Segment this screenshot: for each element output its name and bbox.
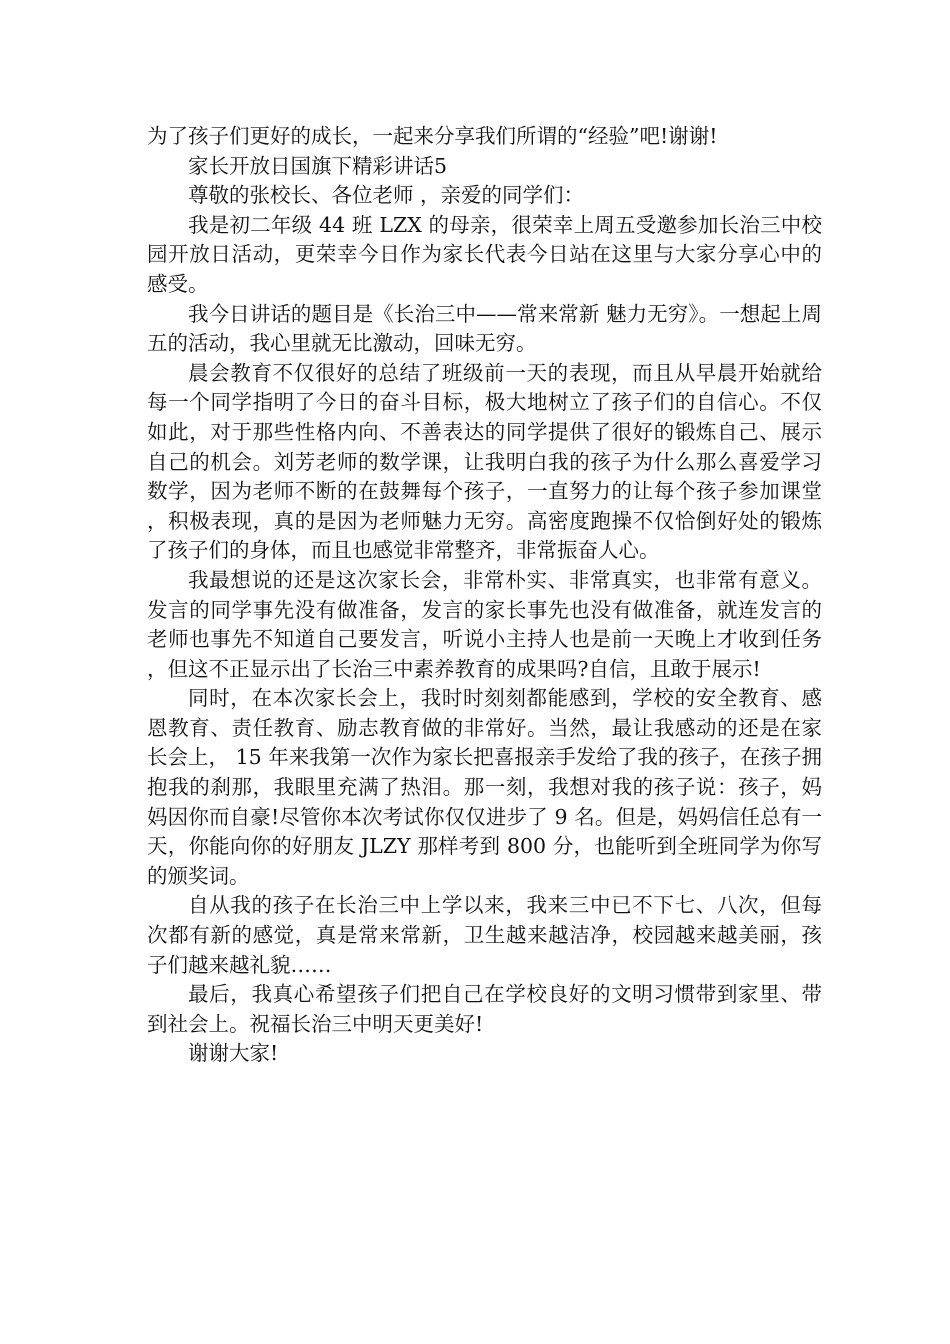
- paragraph-thanks: 谢谢大家!: [188, 1041, 279, 1066]
- paragraph-topic: 我今日讲话的题目是《长治三中——常来常新 魅力无穷》。一想起上周五的活动，我心里就无比激动，回味无穷。: [147, 301, 822, 356]
- paragraph-education-praise: 同时，在本次家长会上，我时时刻刻都能感到，学校的安全教育、感恩教育、责任教育、励志教育做的非常好。当然，最让我感动的还是在家长会上， 15 年来我第一次作为家长把喜报亲手发给了我的孩子，在孩子拥抱我的刹那，我眼里充满了热泪。那一刻，我想对我的孩子说：孩子，妈妈因你而自豪!尽管你本次考试你仅仅进步了 9 名。但是，妈妈信任总有一天，你能向你的好朋友 JLZY 那样考到 800 分，也能听到全班同学为你写的颁奖词。: [147, 686, 822, 888]
- paragraph-speech-title: 家长开放日国旗下精彩讲话5: [188, 153, 448, 178]
- paragraph-parent-meeting: 我最想说的还是这次家长会，非常朴实、非常真实，也非常有意义。发言的同学事先没有做准备，发言的家长事先也没有做准备，就连发言的老师也事先不知道自己要发言，听说小主持人也是前一天晚上才收到任务，但这不正显示出了长治三中素养教育的成果吗?自信，且敢于展示!: [147, 567, 822, 681]
- paragraph-closing-line: 为了孩子们更好的成长，一起来分享我们所谓的“经验”吧!谢谢!: [147, 124, 718, 148]
- paragraph-school-visits: 自从我的孩子在长治三中上学以来，我来三中已不下七、八次，但每次都有新的感觉，真是常来常新，卫生越来越洁净，校园越来越美丽，孩子们越来越礼貌……: [147, 893, 822, 977]
- paragraph-morning-meeting: 晨会教育不仅很好的总结了班级前一天的表现，而且从早晨开始就给每一个同学指明了今日的奋斗目标，极大地树立了孩子们的自信心。不仅如此，对于那些性格内向、不善表达的同学提供了很好的锻炼自己、展示自己的机会。刘芳老师的数学课，让我明白我的孩子为什么那么喜爱学习数学，因为老师不断的在鼓舞每个孩子，一直努力的让每个孩子参加课堂，积极表现，真的是因为老师魅力无穷。高密度跑操不仅恰倒好处的锻炼了孩子们的身体，而且也感觉非常整齐，非常振奋人心。: [147, 360, 822, 563]
- document-body: [147, 122, 822, 1069]
- paragraph-introduction: 我是初二年级 44 班 LZX 的母亲，很荣幸上周五受邀参加长治三中校园开放日活动，更荣幸今日作为家长代表今日站在这里与大家分享心中的感受。: [147, 212, 822, 296]
- paragraph-final-wish: 最后，我真心希望孩子们把自己在学校良好的文明习惯带到家里、带到社会上。祝福长治三中明天更美好!: [147, 982, 822, 1036]
- paragraph-salutation: 尊敬的张校长、各位老师 ，亲爱的同学们：: [188, 183, 585, 208]
